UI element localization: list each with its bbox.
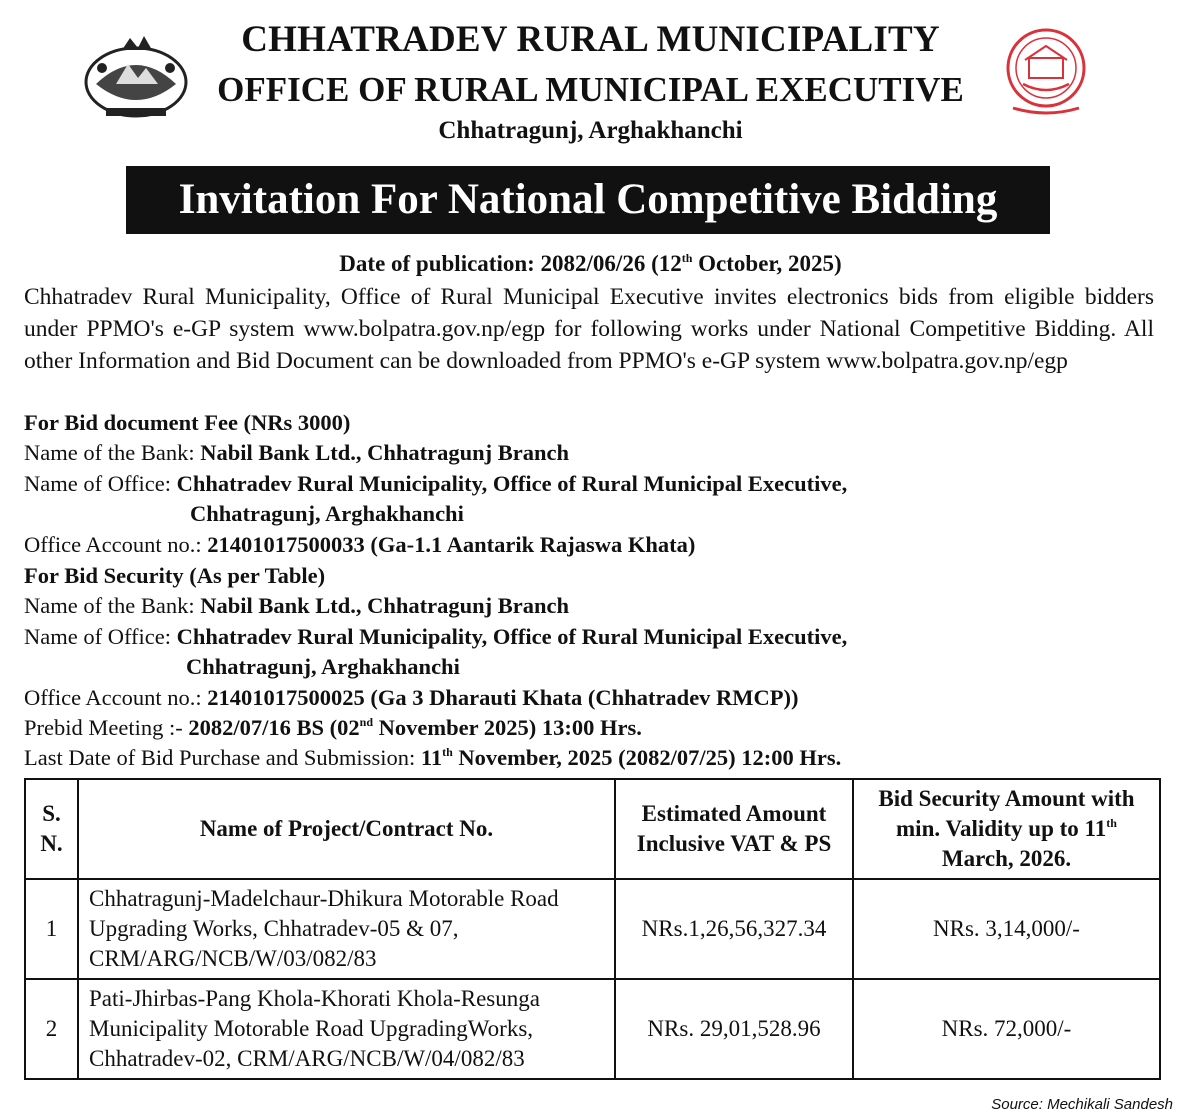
publication-date: Date of publication: 2082/06/26 (12th October, 2025) bbox=[339, 251, 842, 276]
doc-fee-bank: Name of the Bank: Nabil Bank Ltd., Chhatragunj Branch bbox=[24, 440, 570, 465]
bid-security-heading: For Bid Security (As per Table) bbox=[24, 563, 326, 588]
row-bid-security: NRs. 3,14,000/- bbox=[853, 879, 1160, 979]
intro-paragraph: Chhatradev Rural Municipality, Office of Rural Municipal Executive invites electronics bids from eligible bidders under PPMO's e-GP system www.bolpatra.gov.np/egp for following works under National Competitive Bidding. All other Information and Bid Document can be downloaded from PPMO's e-GP system www.bolpatra.gov.np/egp bbox=[24, 284, 1154, 374]
row-project-name: Chhatragunj-Madelchaur-Dhikura Motorable Road Upgrading Works, Chhatradev-05 & 07, CRM/ARG/NCB/W/03/082/83 bbox=[78, 879, 615, 979]
row-estimated-amount: NRs.1,26,56,327.34 bbox=[615, 879, 853, 979]
office-name: OFFICE OF RURAL MUNICIPAL EXECUTIVE bbox=[217, 70, 964, 109]
doc-fee-heading: For Bid document Fee (NRs 3000) bbox=[24, 410, 351, 435]
bid-security-account: Office Account no.: 21401017500025 (Ga 3 Dharauti Khata (Chhatradev RMCP)) bbox=[24, 685, 799, 710]
header-estimated-amount: Estimated Amount Inclusive VAT & PS bbox=[615, 779, 853, 879]
prebid-meeting: Prebid Meeting :- 2082/07/16 BS (02nd November 2025) 13:00 Hrs. bbox=[24, 715, 642, 740]
bid-security-office-address: Chhatragunj, Arghakhanchi bbox=[186, 654, 460, 679]
notice-title: Invitation For National Competitive Bidding bbox=[126, 166, 1050, 234]
row-bid-security: NRs. 72,000/- bbox=[853, 979, 1160, 1079]
table-row bbox=[25, 879, 1160, 979]
header-sn: S. N. bbox=[25, 779, 78, 879]
doc-fee-office-address: Chhatragunj, Arghakhanchi bbox=[190, 501, 464, 526]
row-sn: 2 bbox=[25, 979, 78, 1079]
office-address: Chhatragunj, Arghakhanchi bbox=[438, 117, 743, 144]
header-project-name: Name of Project/Contract No. bbox=[78, 779, 615, 879]
doc-fee-office: Name of Office: Chhatradev Rural Municipality, Office of Rural Municipal Executive, bbox=[24, 471, 848, 496]
table-row bbox=[25, 979, 1160, 1079]
row-project-name: Pati-Jhirbas-Pang Khola-Khorati Khola-Resunga Municipality Motorable Road UpgradingWorks, Chhatradev-02, CRM/ARG/NCB/W/04/082/83 bbox=[78, 979, 615, 1079]
bid-table bbox=[24, 778, 1161, 1080]
last-submission-date: Last Date of Bid Purchase and Submission: 11th November, 2025 (2082/07/25) 12:00 Hrs. bbox=[24, 745, 842, 770]
bid-security-office: Name of Office: Chhatradev Rural Municipality, Office of Rural Municipal Executive, bbox=[24, 624, 848, 649]
row-sn: 1 bbox=[25, 879, 78, 979]
municipality-name: CHHATRADEV RURAL MUNICIPALITY bbox=[241, 19, 940, 60]
header-bid-security: Bid Security Amount with min. Validity up to 11th March, 2026. bbox=[853, 779, 1160, 879]
bid-security-bank: Name of the Bank: Nabil Bank Ltd., Chhatragunj Branch bbox=[24, 593, 570, 618]
row-estimated-amount: NRs. 29,01,528.96 bbox=[615, 979, 853, 1079]
source-credit: Source: Mechikali Sandesh bbox=[991, 1096, 1173, 1113]
table-header-row bbox=[25, 779, 1160, 879]
doc-fee-account: Office Account no.: 21401017500033 (Ga-1.1 Aantarik Rajaswa Khata) bbox=[24, 532, 696, 557]
